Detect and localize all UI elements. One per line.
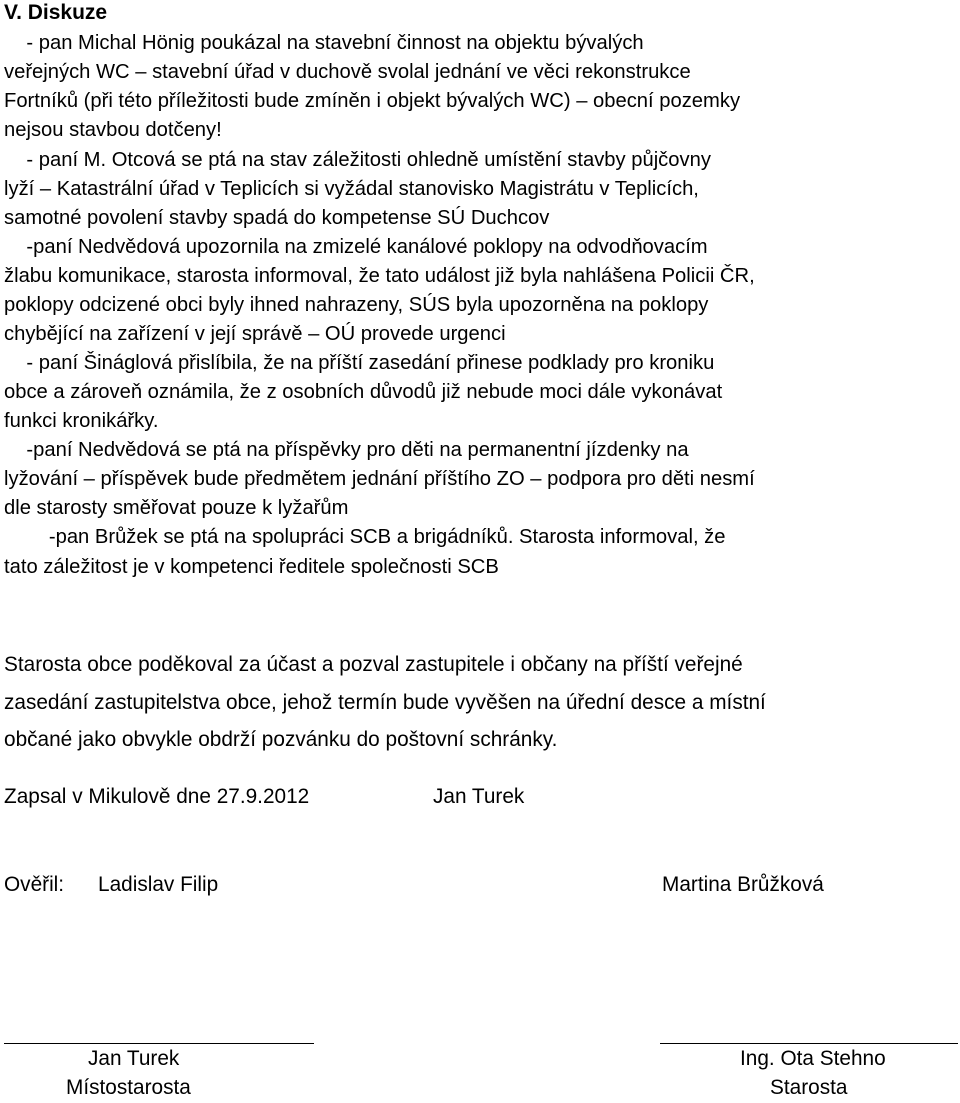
discussion-line: tato záležitost je v kompetenci ředitele společnosti SCB	[4, 556, 499, 578]
discussion-line: lyžování – příspěvek bude předmětem jednání příštího ZO – podpora pro děti nesmí	[4, 468, 755, 490]
discussion-line: nejsou stavbou dotčeny!	[4, 119, 222, 141]
discussion-line: -pan Brůžek se ptá na spolupráci SCB a brigádníků. Starosta informoval, že	[4, 526, 726, 548]
signatory-role-left: Místostarosta	[66, 1076, 191, 1099]
closing-line: občané jako obvykle obdrží pozvánku do poštovní schránky.	[4, 728, 558, 751]
discussion-line: - paní Šináglová přislíbila, že na příští zasedání přinese podklady pro kroniku	[4, 352, 715, 374]
discussion-line: funkci kronikářky.	[4, 410, 159, 432]
verifier-name: Martina Brůžková	[662, 873, 824, 896]
discussion-line: obce a zároveň oznámila, že z osobních důvodů již nebude moci dále vykonávat	[4, 381, 723, 403]
signatory-name-right: Ing. Ota Stehno	[740, 1047, 886, 1070]
discussion-line: lyží – Katastrální úřad v Teplicích si vyžádal stanovisko Magistrátu v Teplicích,	[4, 178, 699, 200]
discussion-line: -paní Nedvědová se ptá na příspěvky pro děti na permanentní jízdenky na	[4, 439, 689, 461]
discussion-line: -paní Nedvědová upozornila na zmizelé kanálové poklopy na odvodňovacím	[4, 236, 708, 258]
discussion-line: poklopy odcizené obci byly ihned nahrazeny, SÚS byla upozorněna na poklopy	[4, 294, 709, 316]
section-heading: V. Diskuze	[4, 1, 108, 24]
signatory-name-left: Jan Turek	[88, 1047, 180, 1070]
verified-label: Ověřil:	[4, 873, 65, 896]
verifier-name: Ladislav Filip	[98, 873, 219, 896]
discussion-line: veřejných WC – stavební úřad v duchově svolal jednání ve věci rekonstrukce	[4, 61, 691, 83]
discussion-line: - pan Michal Hönig poukázal na stavební činnost na objektu bývalých	[4, 32, 644, 54]
signatory-role-right: Starosta	[770, 1076, 848, 1099]
discussion-line: Fortníků (při této příležitosti bude zmíněn i objekt bývalých WC) – obecní pozemky	[4, 90, 741, 112]
closing-line: zasedání zastupitelstva obce, jehož termín bude vyvěšen na úřední desce a místní	[4, 691, 766, 714]
discussion-line: chybějící na zařízení v její správě – OÚ provede urgenci	[4, 323, 506, 345]
discussion-line: dle starosty směřovat pouze k lyžařům	[4, 497, 349, 519]
recorder-name: Jan Turek	[433, 785, 525, 808]
closing-line: Starosta obce poděkoval za účast a pozval zastupitele i občany na příští veřejné	[4, 653, 743, 676]
discussion-line: samotné povolení stavby spadá do kompetense SÚ Duchcov	[4, 207, 550, 229]
record-place-date: Zapsal v Mikulově dne 27.9.2012	[4, 785, 310, 808]
discussion-line: - paní M. Otcová se ptá na stav záležitosti ohledně umístění stavby půjčovny	[4, 149, 711, 171]
discussion-line: žlabu komunikace, starosta informoval, že tato událost již byla nahlášena Policii ČR,	[4, 265, 755, 287]
